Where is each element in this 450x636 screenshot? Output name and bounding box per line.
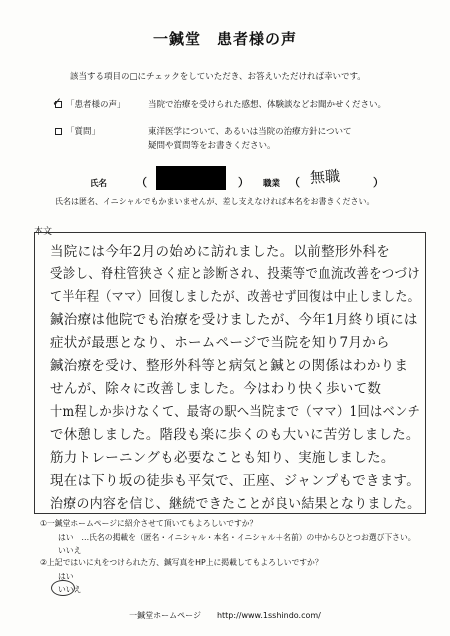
body-line: 当院には今年2月の始めに訪れました。以前整形外科を bbox=[50, 244, 391, 260]
body-line: せんが、除々に改善しました。今はわり快く歩いて数 bbox=[50, 381, 382, 397]
option-label-question: 「質問」 bbox=[66, 127, 101, 137]
body-line: 鍼治療は他院でも治療を受けましたが、今年1月終り頃には bbox=[50, 312, 418, 328]
option-desc-question-1: 東洋医学について、あるいは当院の治療方針について bbox=[148, 127, 352, 137]
page-title: 一鍼堂 患者様の声 bbox=[152, 30, 297, 48]
question-1-no: いいえ bbox=[58, 546, 82, 555]
body-line: 筋力トレーニングも必要なことも知り、実施しました。 bbox=[50, 450, 395, 466]
question-2-yes: はい bbox=[58, 572, 74, 581]
body-line: 現在は下り坂の徒歩も平気で、正座、ジャンプもできます。 bbox=[50, 473, 420, 489]
body-line: 十m程しか歩けなくて、最寄の駅へ当院まで（ママ）1回はベンチ bbox=[50, 404, 421, 420]
body-line: 症状が最悪となり、ホームページで当院を知り7月から bbox=[50, 335, 390, 351]
check-mark-icon: ✓ bbox=[52, 95, 63, 109]
instructions: 該当する項目の□にチェックをしていただき、お答えいただければ幸いです。 bbox=[70, 72, 366, 82]
question-1-options: はい …氏名の掲載を（匿名・イニシャル・本名・イニシャル＋名前）の中からひとつお選び下さい。 bbox=[58, 533, 416, 542]
body-line: で休憩しました。階段も楽に歩くのも大いに苦労しました。 bbox=[50, 427, 420, 443]
body-label: 本文 bbox=[34, 227, 53, 237]
question-2: ②上記ではいに丸をつけられた方、鍼写真をHP上に掲載してもよろしいですか？ bbox=[40, 558, 323, 567]
option-label-patient-voice: 「患者様の声」 bbox=[66, 100, 126, 110]
name-label: 氏名 （ ） bbox=[90, 176, 249, 189]
option-desc-question-2: 疑問や質問等をお書きください。 bbox=[148, 141, 276, 151]
job-label: 職業 （ ） bbox=[263, 176, 384, 189]
question-checkbox[interactable] bbox=[55, 128, 62, 135]
body-line: 治療の内容を信じ、継続できたことが良い結果となりました。 bbox=[50, 496, 421, 512]
question-1: ①一鍼堂ホームページに紹介させて頂いてもよろしいですか？ bbox=[40, 519, 258, 528]
body-line: 受診し、脊柱管狭さく症と診断され、投薬等で血流改善をつづけ bbox=[50, 266, 421, 282]
name-redacted bbox=[156, 166, 226, 190]
answer-circle-mark bbox=[51, 580, 75, 596]
footer: 一鍼堂ホームページ http://www.1sshindo.com/ bbox=[129, 611, 321, 620]
body-line: 鍼治療を受け、整形外科等と病気と鍼との関係はわかりま bbox=[50, 358, 409, 374]
body-line: て半年程（ママ）回復しましたが、改善せず回復は中止しました。 bbox=[50, 289, 420, 305]
job-value: 無職 bbox=[309, 166, 341, 188]
option-desc-patient-voice: 当院で治療を受けられた感想、体験談などお聞かせください。 bbox=[148, 100, 387, 110]
question-2-no: いいえ bbox=[58, 585, 82, 594]
name-note: 氏名は匿名、イニシャルでもかまいませんが、差し支えなければ本名をお書きください。 bbox=[55, 197, 375, 206]
